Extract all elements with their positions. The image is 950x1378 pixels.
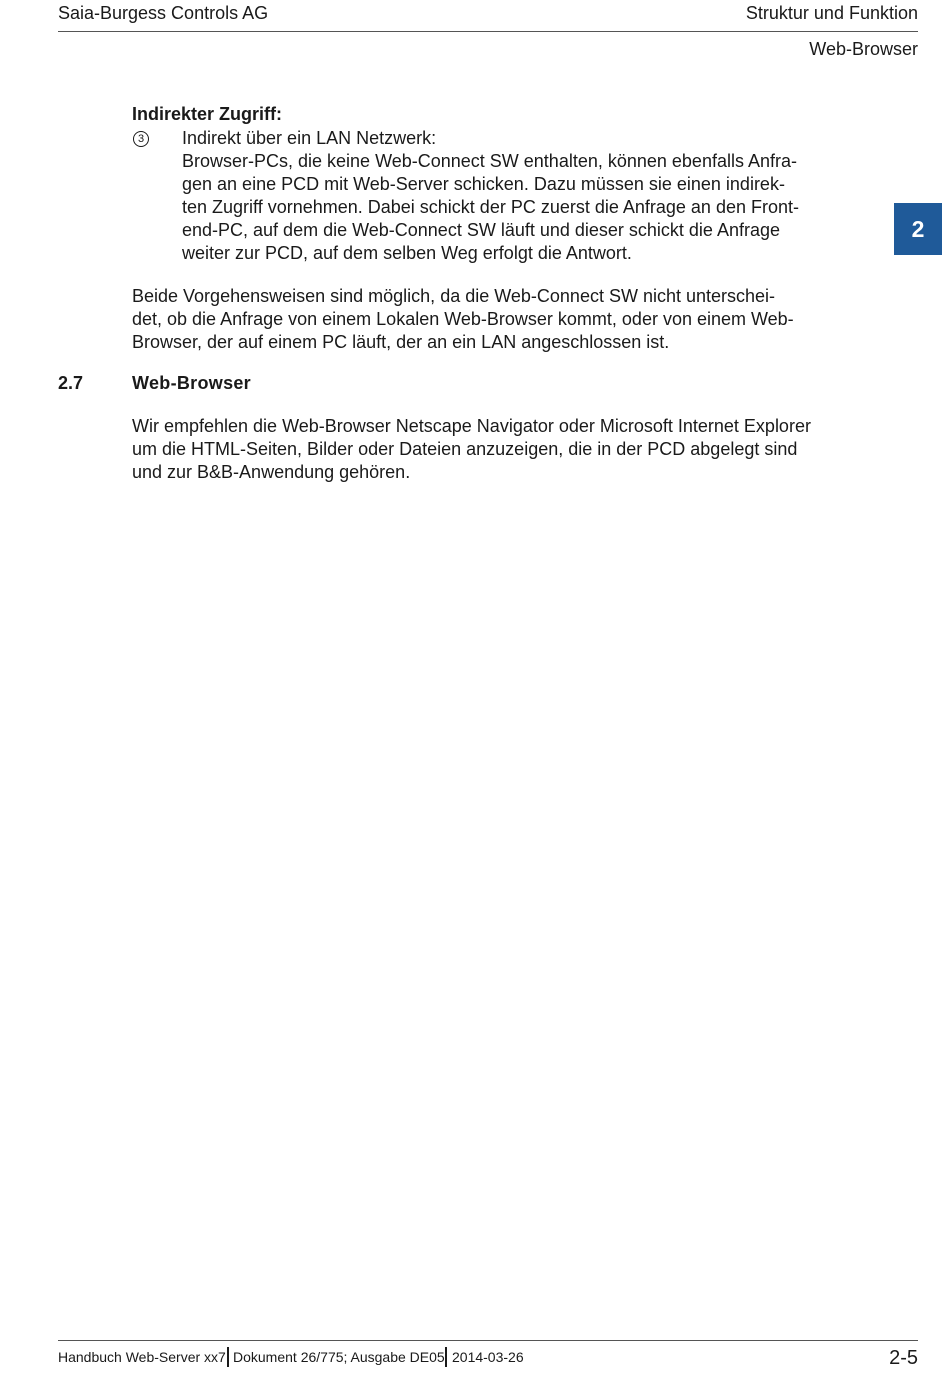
header-section-title: Web-Browser: [809, 39, 918, 59]
text-line: und zur B&B-Anwendung gehören.: [132, 462, 411, 482]
section-title: Web-Browser: [132, 373, 251, 393]
circled-number-marker: 3: [133, 131, 149, 147]
text-line: Browser-PCs, die keine Web-Connect SW enthalten, können ebenfalls Anfra-: [182, 151, 797, 171]
text-line: end-PC, auf dem die Web-Connect SW läuft und dieser schickt die Anfrage: [182, 220, 780, 240]
text-line: weiter zur PCD, auf dem selben Weg erfolgt die Antwort.: [182, 243, 632, 263]
text-line: Wir empfehlen die Web-Browser Netscape Navigator oder Microsoft Internet Explorer: [132, 416, 811, 436]
chapter-tab: 2: [894, 203, 942, 255]
text-line: Beide Vorgehensweisen sind möglich, da die Web-Connect SW nicht unterschei-: [132, 286, 776, 306]
footer-separator: [445, 1347, 447, 1367]
header-chapter-title: Struktur und Funktion: [745, 3, 918, 23]
text-line: um die HTML-Seiten, Bilder oder Dateien anzuzeigen, die in der PCD abgelegt sind: [132, 439, 798, 459]
footer-document: Dokument 26/775; Ausgabe DE05: [233, 1349, 445, 1365]
text-line: Browser, der auf einem PC läuft, der an ein LAN angeschlossen ist.: [132, 332, 670, 352]
section-paragraph: [132, 415, 852, 484]
section-number: 2.7: [58, 373, 84, 393]
summary-paragraph: [132, 285, 852, 354]
footer-separator: [227, 1347, 229, 1367]
page-number: 2-5: [889, 1347, 918, 1369]
footer-date: 2014-03-26: [452, 1349, 524, 1365]
footer-rule: [58, 1340, 918, 1341]
text-line: det, ob die Anfrage von einem Lokalen Web-Browser kommt, oder von einem Web-: [132, 309, 794, 329]
indirect-access-heading: Indirekter Zugriff:: [132, 104, 283, 124]
text-line: ten Zugriff vornehmen. Dabei schickt der PC zuerst die Anfrage an den Front-: [182, 197, 799, 217]
header-rule: [58, 31, 918, 32]
header-company: Saia-Burgess Controls AG: [58, 3, 269, 23]
indirect-access-text: [182, 127, 852, 265]
text-line: Indirekt über ein LAN Netzwerk:: [182, 128, 437, 148]
footer-manual: Handbuch Web-Server xx7: [58, 1349, 226, 1365]
text-line: gen an eine PCD mit Web-Server schicken. Dazu müssen sie einen indirek-: [182, 174, 785, 194]
